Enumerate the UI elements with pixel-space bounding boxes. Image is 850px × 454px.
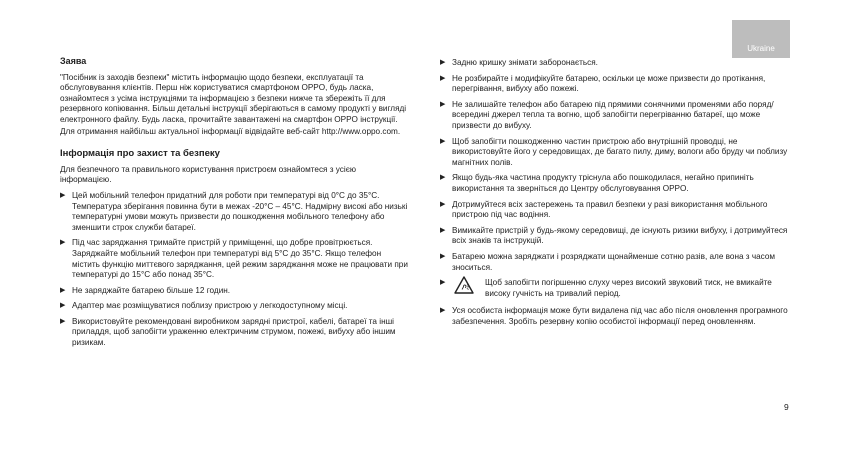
- list-item: [440, 173, 792, 194]
- bullet-icon: ▶: [60, 239, 66, 247]
- bullet-icon: ▶: [440, 174, 446, 182]
- bullet-icon: ▶: [440, 307, 446, 315]
- list-item: [60, 286, 408, 297]
- bullet-icon: ▶: [60, 286, 66, 294]
- list-item-text: Не заряджайте батарею більше 12 годин.: [72, 285, 231, 295]
- hearing-warning-text: Щоб запобігти погіршенню слуху через високий звуковий тиск, не вмикайте високу гучність на тривалий період.: [485, 278, 772, 298]
- list-item-text: Використовуйте рекомендовані виробником зарядні пристрої, кабелі, батареї та інші приладдя, щоб запобігти ураженню електричним струмом, пожежі, вибуху або іншим ризикам.: [72, 316, 396, 348]
- list-item-text: Щоб запобігти пошкодженню частин пристрою або внутрішній проводці, не використовуйте його у середовищах, де багато пилу, диму, вологи або бруду чи поблизу магнітних полів.: [452, 136, 788, 167]
- bullet-icon: ▶: [60, 317, 66, 325]
- bullet-icon: ▶: [440, 74, 446, 82]
- list-item: [440, 100, 792, 132]
- list-item: [60, 191, 408, 233]
- bullet-icon: ▶: [440, 137, 446, 145]
- hearing-warning: [440, 278, 792, 300]
- list-item-text: Уся особиста інформація може бути видалена під час або після оновлення програмного забезпечення. Зробіть резервну копію особистої інформації перед оновленням.: [452, 306, 788, 326]
- list-item-text: Під час заряджання тримайте пристрій у приміщенні, що добре провітрюється. Заряджайте мобільний телефон при температурі від 5°C до 35°C. Якщо телефон містить функцію миттєвого заряджання, цей режим заряджання може не працювати при температурі до 15°C або понад 35°C.: [72, 238, 408, 280]
- list-item: [60, 317, 408, 349]
- bullet-icon: ▶: [440, 100, 446, 108]
- bullet-icon: ▶: [440, 279, 446, 287]
- safety-title: Інформація про захист та безпеку: [60, 148, 220, 160]
- safety-intro: Для безпечного та правильного користування пристроєм ознайомтеся з усією інформацією.: [60, 164, 357, 185]
- list-item-text: Не залишайте телефон або батарею під прямими сонячними променями або поряд/всередині джерел тепла та вогню, щоб запобігти перегріванню батареї, що може призвести до вибуху.: [452, 99, 774, 130]
- list-item: [440, 226, 792, 247]
- list-item: [60, 238, 408, 280]
- list-item: [440, 58, 792, 69]
- bullet-icon: ▶: [60, 191, 66, 199]
- page-number: 9: [784, 402, 789, 412]
- list-item: [440, 137, 792, 169]
- list-item-text: Задню кришку знімати заборонається.: [452, 58, 598, 67]
- bullet-icon: ▶: [440, 59, 446, 66]
- notice-paragraph: Для отримання найбільш актуальної інформації відвідайте веб-сайт http://www.oppo.com.: [60, 126, 401, 136]
- list-item-text: Дотримуйтеся всіх застережень та правил безпеки у разі використання мобільного пристрою під час водіння.: [452, 199, 768, 220]
- hearing-warning-icon: [454, 276, 474, 294]
- list-item-text: Не розбирайте і модифікуйте батарею, оскільки це може призвести до протікання, перегрівання, вибуху або пожежі.: [452, 73, 766, 94]
- bullet-icon: ▶: [440, 252, 446, 260]
- list-item-text: Вимикайте пристрій у будь-якому середовищі, де існують ризики вибуху, і дотримуйтеся всіх знаків та інструкцій.: [452, 225, 788, 246]
- right-column: [440, 58, 792, 332]
- list-item: [60, 301, 408, 312]
- list-item-text: Якщо будь-яка частина продукту тріснула або пошкодилася, негайно припиніть використання та зверніться до Центру обслуговування OPPO.: [452, 173, 754, 193]
- list-item: [440, 74, 792, 95]
- list-item: [440, 306, 792, 327]
- list-item: [440, 200, 792, 221]
- list-item-text: Адаптер має розміщуватися поблизу пристрою у легкодоступному місці.: [72, 301, 348, 311]
- region-tab-label: Ukraine: [747, 44, 775, 53]
- notice-title: Заява: [60, 56, 87, 66]
- bullet-icon: ▶: [440, 226, 446, 234]
- list-item-text: Батарею можна заряджати і розряджати щонайменше сотню разів, але вона з часом зноситься.: [452, 251, 776, 272]
- bullet-icon: ▶: [440, 200, 446, 208]
- region-tab: [732, 20, 790, 58]
- bullet-icon: ▶: [60, 302, 66, 310]
- list-item: [440, 252, 792, 273]
- notice-paragraph: "Посібник із заходів безпеки" містить інформацію щодо безпеки, експлуатації та обслуговування клієнтів. Перш ніж користуватися смартфоном OPPO, будь ласка, ознайомтеся з усіма інструкціями та інформацією з безпеки нижче та збережіть її для резервного копіювання. Більш детальні інструкції зберігаються в самому продукті у вигляді електронного файлу. Будь ласка, прочитайте завантажені на смартфон OPPO інструкції.: [60, 72, 407, 124]
- list-item-text: Цей мобільний телефон придатний для роботи при температурі від 0°C до 35°C. Температура зберігання повинна бути в межах -20°C – 45°C. Надмірну високі або низькі температурні умови можуть призвести до пошкодження мобільного телефону або зменшити строк служби батареї.: [72, 190, 408, 232]
- left-column: [60, 56, 408, 354]
